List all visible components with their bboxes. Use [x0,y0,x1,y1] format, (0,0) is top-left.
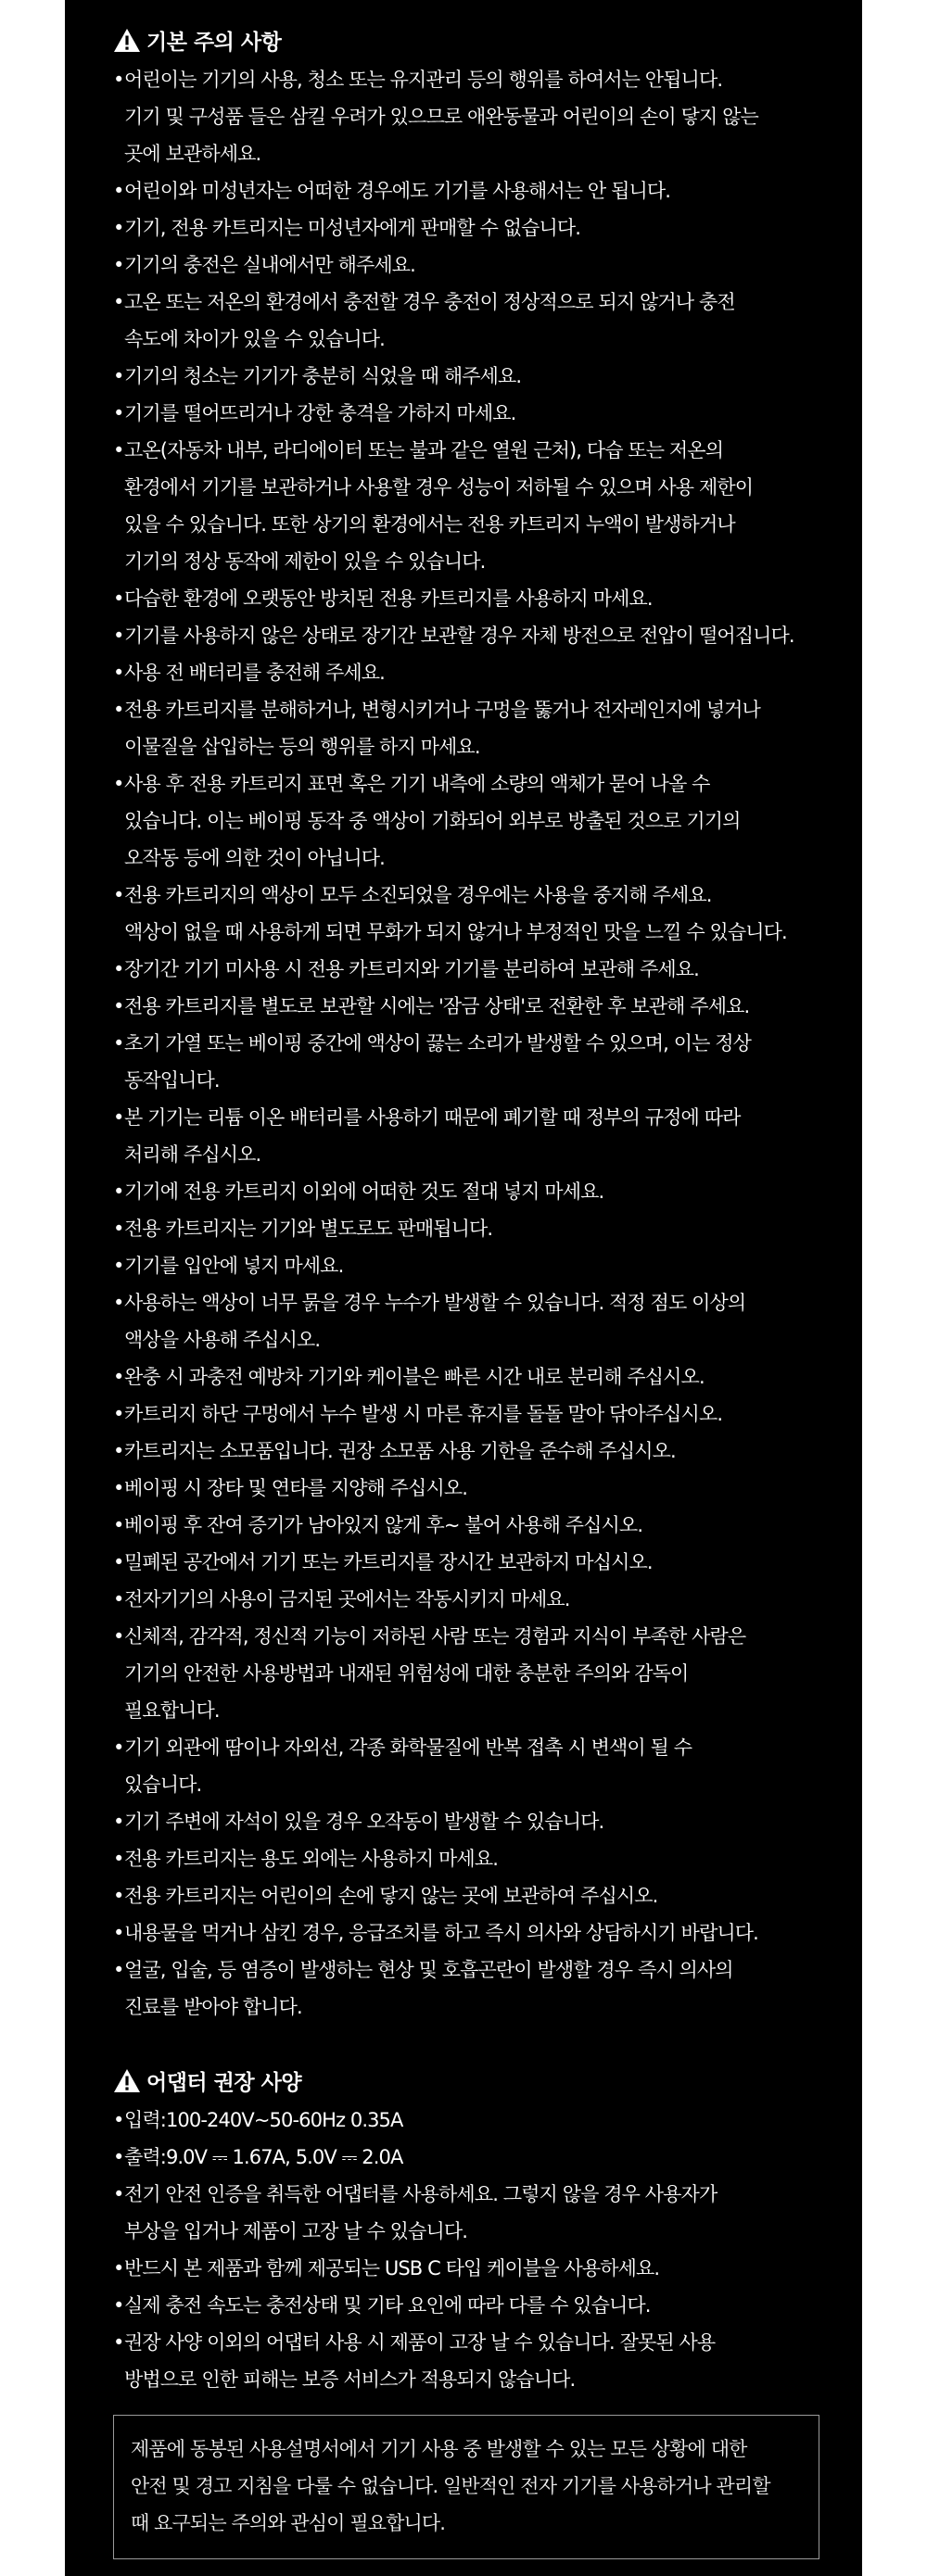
list-item-text: 전용 카트리지는 기기와 별도로도 판매됩니다. [124,1218,493,1240]
bullet-icon: • [113,1588,124,1610]
list-item [113,988,823,1025]
list-item [113,246,823,284]
bullet-icon: • [113,1848,124,1870]
list-item-text: 얼굴, 입술, 등 염증이 발생하는 현상 및 호흡곤란이 발생할 경우 즉시 의사의 진료를 받아야 합니다. [124,1959,733,2018]
list-item-text: 내용물을 먹거나 삼킨 경우, 응급조치를 하고 즉시 의사와 상담하시기 바랍니다. [124,1922,758,1944]
list-item [113,1618,823,1729]
warning-icon [113,28,141,53]
basic-precautions-list [113,61,823,2026]
list-item-text: 완충 시 과충전 예방차 기기와 케이블은 빠른 시간 내로 분리해 주십시오. [124,1366,705,1388]
list-item-text: 장기간 기기 미사용 시 전용 카트리지와 기기를 분리하여 보관해 주세요. [124,958,699,980]
disclaimer-note: 제품에 동봉된 사용설명서에서 기기 사용 중 발생할 수 있는 모든 상황에 대한 안전 및 경고 지침을 다룰 수 없습니다. 일반적인 전자 기기를 사용하거나 관리할 때 요구되는 주의와 관심이 필요합니다. [113,2415,819,2559]
list-item-text: 전용 카트리지는 용도 외에는 사용하지 마세요. [124,1848,498,1870]
bullet-icon: • [113,1736,124,1759]
bullet-icon: • [113,1106,124,1129]
list-item [113,1877,823,1914]
bullet-icon: • [113,2257,124,2279]
list-item [113,1507,823,1544]
bullet-icon: • [113,662,124,684]
bullet-icon: • [113,1440,124,1462]
list-item [113,1247,823,1284]
list-item-text: 카트리지 하단 구멍에서 누수 발생 시 마른 휴지를 돌돌 말아 닦아주십시오. [124,1403,723,1425]
list-item-text: 밀폐된 공간에서 기기 또는 카트리지를 장시간 보관하지 마십시오. [124,1551,653,1573]
list-item-text: 기기 외관에 땀이나 자외선, 각종 화학물질에 반복 접촉 시 변색이 될 수 있습니다. [124,1736,692,1796]
list-item-text: 전용 카트리지를 분해하거나, 변형시키거나 구멍을 뚫거나 전자레인지에 넣거나 이물질을 삽입하는 등의 행위를 하지 마세요. [124,699,760,758]
list-item-text: 다습한 환경에 오랫동안 방치된 전용 카트리지를 사용하지 마세요. [124,587,653,610]
list-item [113,172,823,209]
list-item-text: 전자기기의 사용이 금지된 곳에서는 작동시키지 마세요. [124,1588,570,1610]
list-item-text: 기기에 전용 카트리지 이외에 어떠한 것도 절대 넣지 마세요. [124,1181,604,1203]
bullet-icon: • [113,180,124,202]
list-item-text: 고온(자동차 내부, 라디에이터 또는 불과 같은 열원 근처), 다습 또는 저온의 환경에서 기기를 보관하거나 사용할 경우 성능이 저하될 수 있으며 사용 제한이 있을 수 있습니다. 또한 상기의 환경에서는 전용 카트리지 누액이 발생하거나 기기의 정상 동작에 제한이 있을 수 있습니다. [124,439,754,573]
bullet-icon: • [113,69,124,91]
bullet-icon: • [113,1551,124,1573]
list-item [113,432,823,580]
list-item-text: 입력:100-240V~50-60Hz 0.35A [124,2109,403,2131]
list-item [113,395,823,432]
list-item [113,1433,823,1470]
list-item [113,1025,823,1099]
bullet-icon: • [113,1959,124,1981]
basic-precautions-section [113,22,823,2026]
bullet-icon: • [113,402,124,424]
list-item-text: 베이핑 시 장타 및 연타를 지양해 주십시오. [124,1477,467,1499]
list-item [113,1470,823,1507]
list-item-text: 기기를 입안에 넣지 마세요. [124,1255,344,1277]
list-item [113,1358,823,1395]
list-item [113,2287,823,2324]
warning-icon [113,2068,141,2093]
list-item-text: 출력:9.0V ⎓ 1.67A, 5.0V ⎓ 2.0A [124,2146,403,2168]
bullet-icon: • [113,1514,124,1536]
bullet-icon: • [113,254,124,276]
bullet-icon: • [113,1255,124,1277]
list-item-text: 기기를 떨어뜨리거나 강한 충격을 가하지 마세요. [124,402,516,424]
list-item [113,2324,823,2398]
bullet-icon: • [113,625,124,647]
list-item-text: 전용 카트리지를 별도로 보관할 시에는 '잠금 상태'로 전환한 후 보관해 주세요. [124,995,750,1017]
list-item-text: 본 기기는 리튬 이온 배터리를 사용하기 때문에 폐기할 때 정부의 규정에 따라 처리해 주십시오. [124,1106,741,1166]
list-item [113,1395,823,1433]
bullet-icon: • [113,773,124,795]
bullet-icon: • [113,2183,124,2205]
list-item [113,1803,823,1840]
list-item [113,1951,823,2026]
bullet-icon: • [113,2109,124,2131]
section-title-text: 기본 주의 사항 [146,30,282,55]
list-item-text: 베이핑 후 잔여 증기가 남아있지 않게 후~ 불어 사용해 주십시오. [124,1514,643,1536]
bullet-icon: • [113,365,124,387]
bullet-icon: • [113,291,124,313]
list-item-text: 초기 가열 또는 베이핑 중간에 액상이 끓는 소리가 발생할 수 있으며, 이는 정상 동작입니다. [124,1032,752,1092]
list-item [113,580,823,617]
bullet-icon: • [113,1625,124,1648]
list-item-text: 기기 주변에 자석이 있을 경우 오작동이 발생할 수 있습니다. [124,1811,604,1833]
list-item [113,358,823,395]
bullet-icon: • [113,587,124,610]
list-item [113,1840,823,1877]
list-item [113,951,823,988]
bullet-icon: • [113,1032,124,1054]
adapter-spec-section [113,2063,823,2398]
bullet-icon: • [113,2294,124,2317]
list-item-text: 반드시 본 제품과 함께 제공되는 USB C 타입 케이블을 사용하세요. [124,2257,660,2279]
list-item-text: 사용 전 배터리를 충전해 주세요. [124,662,385,684]
list-item [113,2176,823,2250]
list-item-text: 전기 안전 인증을 취득한 어댑터를 사용하세요. 그렇지 않을 경우 사용자가 부상을 입거나 제품이 고장 날 수 있습니다. [124,2183,717,2242]
list-item [113,61,823,172]
bullet-icon: • [113,1403,124,1425]
list-item-text: 실제 충전 속도는 충전상태 및 기타 요인에 따라 다를 수 있습니다. [124,2294,651,2317]
list-item-text: 신체적, 감각적, 정신적 기능이 저하된 사람 또는 경험과 지식이 부족한 사람은 기기의 안전한 사용방법과 내재된 위험성에 대한 충분한 주의와 감독이 필요합니다. [124,1625,746,1722]
list-item-text: 권장 사양 이외의 어댑터 사용 시 제품이 고장 날 수 있습니다. 잘못된 사용 방법으로 인한 피해는 보증 서비스가 적용되지 않습니다. [124,2331,716,2391]
list-item [113,1544,823,1581]
list-item-text: 기기, 전용 카트리지는 미성년자에게 판매할 수 없습니다. [124,217,581,239]
bullet-icon: • [113,1885,124,1907]
bullet-icon: • [113,995,124,1017]
list-item [113,2139,823,2176]
section-title [113,2063,823,2098]
list-item [113,1914,823,1951]
section-title [113,22,823,57]
list-item [113,691,823,765]
list-item-text: 기기의 청소는 기기가 충분히 식었을 때 해주세요. [124,365,522,387]
bullet-icon: • [113,1922,124,1944]
bullet-icon: • [113,2331,124,2354]
list-item-text: 카트리지는 소모품입니다. 권장 소모품 사용 기한을 준수해 주십시오. [124,1440,676,1462]
list-item [113,654,823,691]
bullet-icon: • [113,1292,124,1314]
list-item [113,2250,823,2287]
bullet-icon: • [113,1477,124,1499]
list-item [113,284,823,358]
list-item-text: 전용 카트리지의 액상이 모두 소진되었을 경우에는 사용을 중지해 주세요. 액상이 없을 때 사용하게 되면 무화가 되지 않거나 부정적인 맛을 느낄 수 있습니다. [124,884,787,943]
list-item-text: 사용 후 전용 카트리지 표면 혹은 기기 내측에 소량의 액체가 묻어 나올 수 있습니다. 이는 베이핑 동작 중 액상이 기화되어 외부로 방출된 것으로 기기의 오작동 등에 의한 것이 아닙니다. [124,773,741,869]
list-item [113,617,823,654]
list-item-text: 기기의 충전은 실내에서만 해주세요. [124,254,415,276]
bullet-icon: • [113,1218,124,1240]
list-item [113,1729,823,1803]
section-title-text: 어댑터 권장 사양 [146,2070,302,2095]
list-item [113,1284,823,1358]
bullet-icon: • [113,699,124,721]
bullet-icon: • [113,958,124,980]
list-item-text: 전용 카트리지는 어린이의 손에 닿지 않는 곳에 보관하여 주십시오. [124,1885,658,1907]
bullet-icon: • [113,439,124,461]
list-item-text: 어린이는 기기의 사용, 청소 또는 유지관리 등의 행위를 하여서는 안됩니다. 기기 및 구성품 들은 삼킬 우려가 있으므로 애완동물과 어린이의 손이 닿지 않는 곳에 보관하세요. [124,69,758,165]
list-item-text: 기기를 사용하지 않은 상태로 장기간 보관할 경우 자체 방전으로 전압이 떨어집니다. [124,625,794,647]
list-item [113,1581,823,1618]
list-item [113,1099,823,1173]
bullet-icon: • [113,1811,124,1833]
list-item [113,877,823,951]
list-item-text: 어린이와 미성년자는 어떠한 경우에도 기기를 사용해서는 안 됩니다. [124,180,671,202]
list-item [113,209,823,246]
list-item [113,2102,823,2139]
bullet-icon: • [113,1181,124,1203]
bullet-icon: • [113,1366,124,1388]
list-item-text: 사용하는 액상이 너무 묽을 경우 누수가 발생할 수 있습니다. 적정 점도 이상의 액상을 사용해 주십시오. [124,1292,746,1351]
list-item [113,765,823,877]
bullet-icon: • [113,217,124,239]
list-item-text: 고온 또는 저온의 환경에서 충전할 경우 충전이 정상적으로 되지 않거나 충전 속도에 차이가 있을 수 있습니다. [124,291,735,350]
list-item [113,1173,823,1210]
adapter-spec-list [113,2102,823,2398]
bullet-icon: • [113,2146,124,2168]
list-item [113,1210,823,1247]
bullet-icon: • [113,884,124,906]
warnings-panel [65,0,862,2576]
